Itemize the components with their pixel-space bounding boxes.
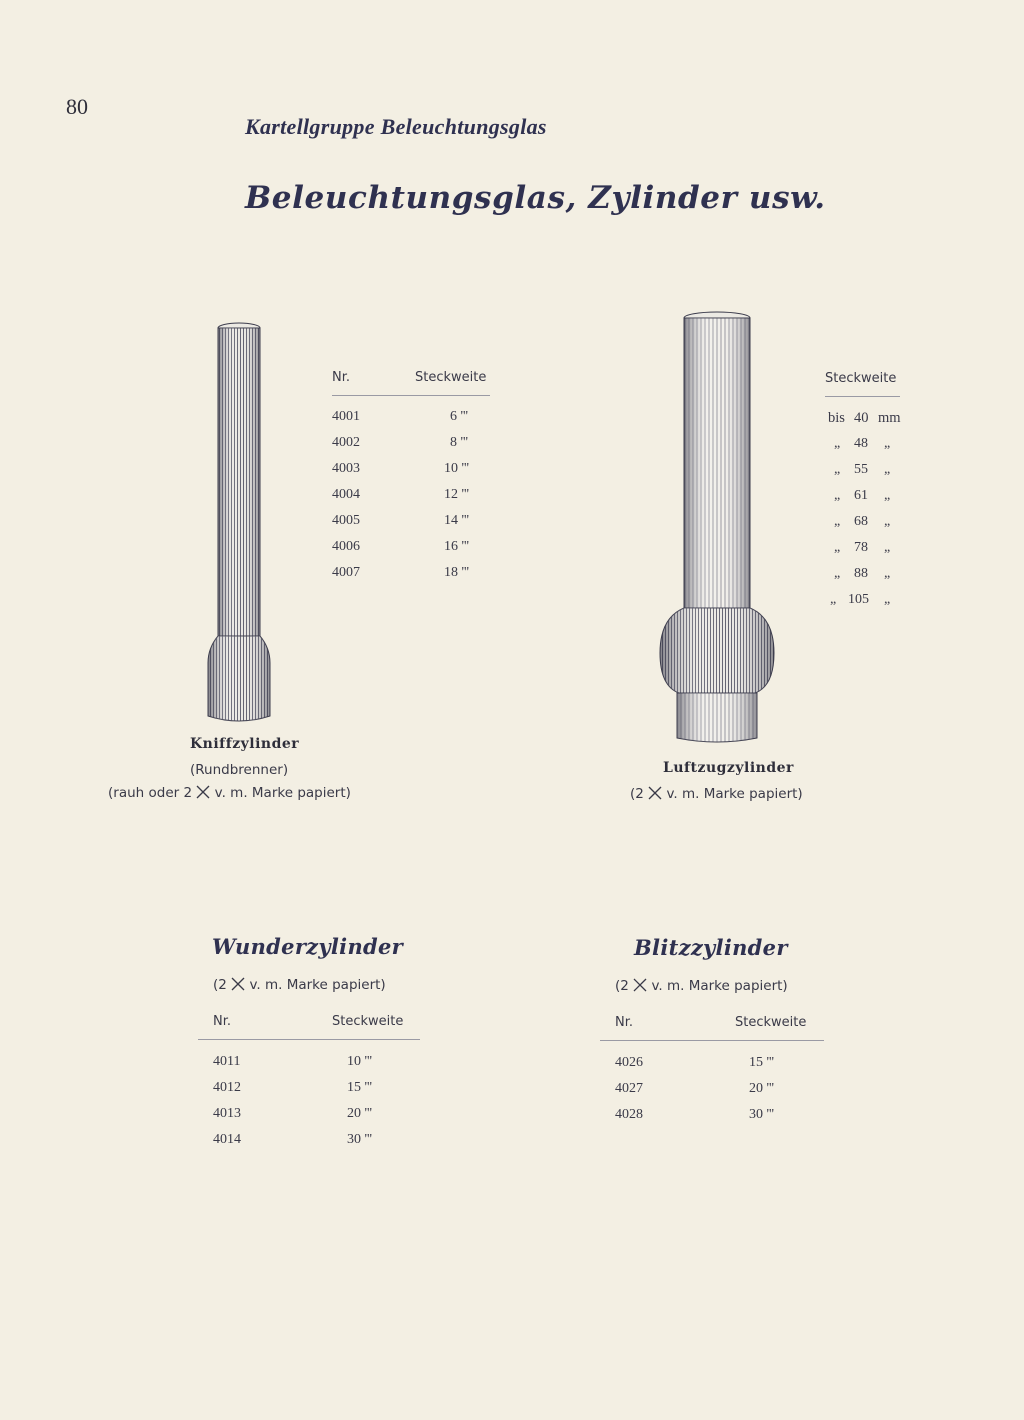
kniff-nr: 4006 xyxy=(332,539,360,554)
blitz-width: 20 ''' xyxy=(749,1081,775,1096)
luft-sub xyxy=(630,786,803,802)
kniff-width: 16 ''' xyxy=(444,539,470,554)
blitz-sub xyxy=(615,978,788,994)
kniff-sub1: (Rundbrenner) xyxy=(190,762,289,778)
cross-icon xyxy=(231,977,245,991)
table-row xyxy=(828,566,928,592)
kniff-sub2-post: v. m. Marke papiert) xyxy=(214,785,351,801)
luft-val: 105 xyxy=(848,592,869,607)
table-row xyxy=(828,540,928,566)
blitz-nr: 4028 xyxy=(615,1107,643,1122)
wunder-sub xyxy=(213,977,386,993)
page-number: 80 xyxy=(66,94,88,119)
luft-pre: „ xyxy=(834,540,841,555)
wunder-header-rule xyxy=(198,1039,420,1040)
wunder-width: 30 ''' xyxy=(347,1132,373,1147)
luft-val: 48 xyxy=(854,436,868,451)
wunder-width: 20 ''' xyxy=(347,1106,373,1121)
blitz-title: Blitzzylinder xyxy=(634,935,788,960)
kniff-col-nr: Nr. xyxy=(332,370,351,385)
luftzug-cylinder-illustration xyxy=(655,308,775,748)
luft-sub-pre: (2 xyxy=(630,786,644,802)
luft-post: „ xyxy=(884,540,891,555)
kniff-nr: 4007 xyxy=(332,565,360,580)
luft-post: „ xyxy=(884,566,891,581)
table-row xyxy=(828,592,928,618)
luft-val: 61 xyxy=(854,488,868,503)
kniff-width: 6 ''' xyxy=(450,409,469,424)
kniff-width: 18 ''' xyxy=(444,565,470,580)
luft-header-rule xyxy=(825,396,900,397)
kniff-width: 12 ''' xyxy=(444,487,470,502)
table-row xyxy=(828,462,928,488)
kniff-col-steckweite: Steckweite xyxy=(415,370,487,385)
luft-val: 55 xyxy=(854,462,868,477)
wunder-col-steckweite: Steckweite xyxy=(332,1014,404,1029)
luft-post: „ xyxy=(884,514,891,529)
blitz-table xyxy=(615,1055,815,1133)
luft-post: „ xyxy=(884,462,891,477)
table-row xyxy=(828,410,928,436)
table-row xyxy=(828,514,928,540)
kniff-nr: 4005 xyxy=(332,513,360,528)
luft-post: „ xyxy=(884,436,891,451)
table-row xyxy=(213,1054,413,1080)
blitz-col-steckweite: Steckweite xyxy=(735,1015,807,1030)
kniff-table xyxy=(332,409,492,591)
kniff-header-rule xyxy=(332,395,490,396)
table-row xyxy=(213,1080,413,1106)
wunder-nr: 4014 xyxy=(213,1132,241,1147)
main-title: Beleuchtungsglas, Zylinder usw. xyxy=(245,180,826,216)
wunder-table xyxy=(213,1054,413,1158)
wunder-nr: 4012 xyxy=(213,1080,241,1095)
luft-pre: „ xyxy=(834,436,841,451)
luft-pre: „ xyxy=(834,488,841,503)
table-row xyxy=(332,487,492,513)
luft-post: „ xyxy=(884,488,891,503)
wunder-sub-post: v. m. Marke papiert) xyxy=(249,977,386,993)
luft-post: „ xyxy=(884,592,891,607)
wunder-title: Wunderzylinder xyxy=(212,934,404,959)
blitz-col-nr: Nr. xyxy=(615,1015,634,1030)
wunder-sub-pre: (2 xyxy=(213,977,227,993)
luft-col-steckweite: Steckweite xyxy=(825,371,897,386)
cross-icon xyxy=(633,978,647,992)
blitz-header-rule xyxy=(600,1040,824,1041)
kniff-cylinder-illustration xyxy=(200,318,280,728)
luft-pre: „ xyxy=(834,462,841,477)
blitz-nr: 4027 xyxy=(615,1081,643,1096)
luft-val: 40 xyxy=(854,410,869,426)
blitz-sub-post: v. m. Marke papiert) xyxy=(651,978,788,994)
table-row xyxy=(332,565,492,591)
kniff-sub2-pre: (rauh oder 2 xyxy=(108,785,193,801)
wunder-nr: 4011 xyxy=(213,1054,241,1069)
luft-pre: „ xyxy=(834,566,841,581)
kniff-nr: 4004 xyxy=(332,487,360,502)
wunder-width: 15 ''' xyxy=(347,1080,373,1095)
table-row xyxy=(332,461,492,487)
luft-name: Luftzugzylinder xyxy=(663,760,794,776)
luft-val: 88 xyxy=(854,566,868,581)
cross-icon xyxy=(196,785,210,799)
luft-val: 68 xyxy=(854,514,868,529)
luft-pre: „ xyxy=(834,514,841,529)
table-row xyxy=(615,1081,815,1107)
kniff-sub2 xyxy=(108,785,351,801)
table-row xyxy=(615,1107,815,1133)
blitz-width: 15 ''' xyxy=(749,1055,775,1070)
luft-table xyxy=(828,410,928,618)
kniff-width: 14 ''' xyxy=(444,513,470,528)
blitz-sub-pre: (2 xyxy=(615,978,629,994)
kniff-width: 10 ''' xyxy=(444,461,470,476)
luft-pre: „ xyxy=(830,592,837,607)
table-row xyxy=(615,1055,815,1081)
table-row xyxy=(332,435,492,461)
luft-post: mm xyxy=(878,410,901,426)
cross-icon xyxy=(648,786,662,800)
wunder-col-nr: Nr. xyxy=(213,1014,232,1029)
luft-pre: bis xyxy=(828,410,845,426)
table-row xyxy=(213,1106,413,1132)
luft-sub-post: v. m. Marke papiert) xyxy=(666,786,803,802)
blitz-nr: 4026 xyxy=(615,1055,643,1070)
table-row xyxy=(332,539,492,565)
blitz-width: 30 ''' xyxy=(749,1107,775,1122)
kniff-nr: 4001 xyxy=(332,409,360,424)
kniff-nr: 4003 xyxy=(332,461,360,476)
luft-val: 78 xyxy=(854,540,868,555)
table-row xyxy=(332,513,492,539)
table-row xyxy=(828,436,928,462)
kniff-nr: 4002 xyxy=(332,435,360,450)
wunder-width: 10 ''' xyxy=(347,1054,373,1069)
wunder-nr: 4013 xyxy=(213,1106,241,1121)
kniff-name: Kniffzylinder xyxy=(190,736,300,752)
header-title: Kartellgruppe Beleuchtungsglas xyxy=(245,114,547,139)
kniff-width: 8 ''' xyxy=(450,435,469,450)
table-row xyxy=(828,488,928,514)
table-row xyxy=(213,1132,413,1158)
table-row xyxy=(332,409,492,435)
